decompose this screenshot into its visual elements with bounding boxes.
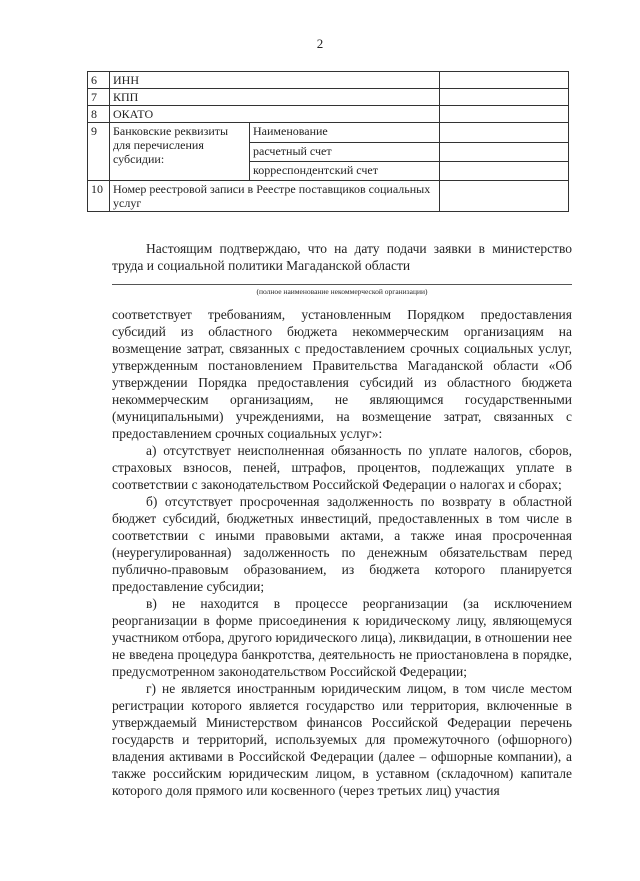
row-label: ОКАТО: [110, 106, 440, 123]
paragraph-requirements: соответствует требованиям, установленным Порядком предоставления субсидий из областного бюджета некоммерческим организациям на возмещение затрат, связанных с предоставлением срочных социальных услуг, утвержденным постановлением Правительства Магаданской области «Об утверждении Порядка предоставления субсидий из областного бюджета некоммерческим организациям, не являющимся государственными (муниципальными) учреждениями, на возмещение затрат, связанных с предоставлением срочных социальных услуг»:: [112, 307, 572, 441]
paragraph-b: б) отсутствует просроченная задолженность по возврату в областной бюджет субсидий, бюджетных инвестиций, предоставленных в том числе в соответствии с иными правовыми актами, а также иная просроченная (неурегулированная) задолженность по денежным обязательствам перед публично-правовым образованием, из бюджета которого планируется предоставление субсидии;: [112, 494, 572, 594]
table-row: [88, 89, 569, 106]
table-row: [88, 72, 569, 89]
row-number: 10: [88, 181, 110, 212]
table-row: [88, 181, 569, 212]
row-label: КПП: [110, 89, 440, 106]
confirm-line-2: труда и социальной политики Магаданской области: [112, 258, 411, 273]
paragraph-v: в) не находится в процессе реорганизации (за исключением реорганизации в форме присоединения к юридическому лицу, являющемуся участником отбора, другого юридического лица), ликвидации, в отношении нее не введена процедура банкротства, деятельность не приостановлена в порядке, предусмотренном законодательством Российской Федерации;: [112, 596, 572, 679]
page-number: 2: [316, 36, 324, 51]
paragraph-a: а) отсутствует неисполненная обязанность по уплате налогов, сборов, страховых взносов, пеней, штрафов, процентов, подлежащих уплате в соответствии с законодательством Российской Федерации о налогах и сборах;: [112, 443, 572, 492]
paragraph-g: г) не является иностранным юридическим лицом, в том числе местом регистрации которого является государство или территория, включенные в утверждаемый Министерством финансов Российской Федерации перечень государств и территорий, используемых для промежуточного (офшорного) владения активами в Российской Федерации (далее – офшорные компании), а также российским юридическим лицом, в уставном (складочном) капитале которого доля прямого или косвенного (через третьих лиц) участия: [112, 681, 572, 798]
table-row: [88, 106, 569, 123]
registry-label: Номер реестровой записи в Реестре поставщиков социальных услуг: [110, 181, 440, 212]
row-label: ИНН: [110, 72, 440, 89]
row-value: [440, 106, 569, 123]
requisites-table: [87, 71, 569, 212]
correspondent-account-label: корреспондентский счет: [250, 162, 440, 181]
organization-name-caption: (полное наименование некоммерческой организации): [256, 287, 428, 296]
row-value: [440, 72, 569, 89]
table-row: [88, 123, 569, 143]
row-value: [440, 89, 569, 106]
row-number: 9: [88, 123, 110, 181]
row-value: [440, 162, 569, 181]
row-value: [440, 181, 569, 212]
row-value: [440, 123, 569, 143]
row-number: 6: [88, 72, 110, 89]
conditions-text: [112, 306, 572, 799]
row-number: 8: [88, 106, 110, 123]
confirm-line-1: Настоящим подтверждаю, что на дату подачи заявки в министерство: [146, 241, 572, 256]
row-number: 7: [88, 89, 110, 106]
organization-name-line: [112, 284, 572, 285]
settlement-account-label: расчетный счет: [250, 143, 440, 162]
confirmation-text: [112, 240, 572, 274]
bank-name-label: Наименование: [250, 123, 440, 143]
bank-details-label: Банковские реквизиты для перечисления субсидии:: [110, 123, 250, 181]
row-value: [440, 143, 569, 162]
